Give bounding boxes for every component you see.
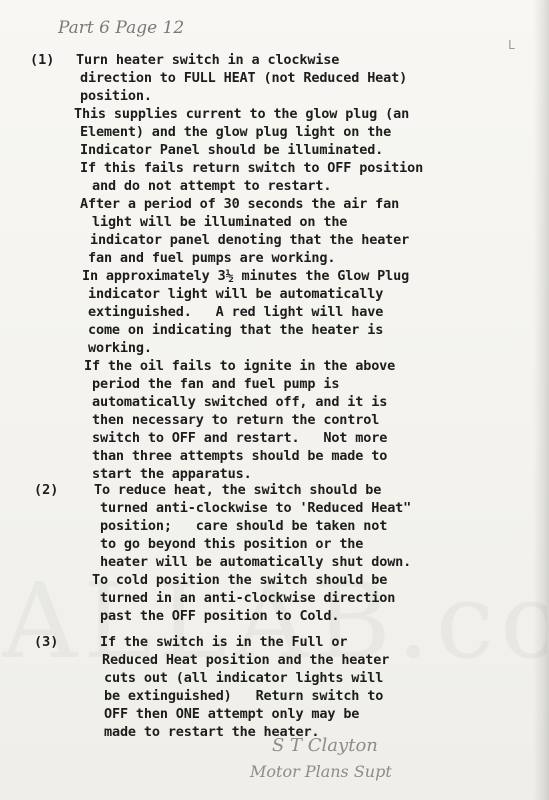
text-line: If the oil fails to ignite in the above	[84, 358, 396, 374]
text-line: Reduced Heat position and the heater	[102, 652, 390, 668]
text-line: automatically switched off, and it is	[92, 394, 388, 410]
text-line: working.	[88, 340, 152, 356]
text-line: In approximately 3½ minutes the Glow Plug	[82, 268, 410, 284]
item-number: (1)	[30, 52, 55, 68]
text-line: If the switch is in the Full or	[100, 634, 348, 650]
text-line: switch to OFF and restart. Not more	[92, 430, 388, 446]
text-line: If this fails return switch to OFF position	[80, 160, 424, 176]
text-line: turned anti-clockwise to 'Reduced Heat"	[100, 500, 412, 516]
text-line: be extinguished) Return switch to	[104, 688, 384, 704]
handwritten-page-note: Part 6 Page 12	[58, 18, 185, 38]
text-line: then necessary to return the control	[92, 412, 380, 428]
text-line: period the fan and fuel pump is	[92, 376, 340, 392]
item-number: (3)	[34, 634, 59, 650]
item-number: (2)	[34, 482, 59, 498]
text-line: Turn heater switch in a clockwise	[76, 52, 340, 68]
text-line: indicator light will be automatically	[88, 286, 384, 302]
text-line: direction to FULL HEAT (not Reduced Heat)	[80, 70, 408, 86]
text-line: come on indicating that the heater is	[88, 322, 384, 338]
text-line: start the apparatus.	[92, 466, 252, 482]
text-line: extinguished. A red light will have	[88, 304, 384, 320]
text-line: This supplies current to the glow plug (an	[74, 106, 410, 122]
text-line: Indicator Panel should be illuminated.	[80, 142, 384, 158]
text-line: heater will be automatically shut down.	[100, 554, 412, 570]
text-line: and do not attempt to restart.	[92, 178, 332, 194]
handwritten-signature-title: Motor Plans Supt	[250, 762, 392, 781]
text-line: turned in an anti-clockwise direction	[100, 590, 396, 606]
text-line: OFF then ONE attempt only may be	[104, 706, 360, 722]
text-line: made to restart the heater.	[104, 724, 320, 740]
text-line: To cold position the switch should be	[92, 572, 388, 588]
text-line: cuts out (all indicator lights will	[104, 670, 384, 686]
text-line: indicator panel denoting that the heater	[90, 232, 410, 248]
text-line: past the OFF position to Cold.	[100, 608, 340, 624]
text-line: Element) and the glow plug light on the	[80, 124, 392, 140]
text-line: position; care should be taken not	[100, 518, 388, 534]
text-line: than three attempts should be made to	[92, 448, 388, 464]
text-line: To reduce heat, the switch should be	[94, 482, 382, 498]
text-line: fan and fuel pumps are working.	[88, 250, 336, 266]
text-line: to go beyond this position or the	[100, 536, 364, 552]
text-line: After a period of 30 seconds the air fan	[80, 196, 400, 212]
handwritten-signature: S T Clayton	[272, 735, 378, 756]
text-line: position.	[80, 88, 152, 104]
text-line: light will be illuminated on the	[92, 214, 348, 230]
corner-mark: L	[508, 38, 516, 52]
